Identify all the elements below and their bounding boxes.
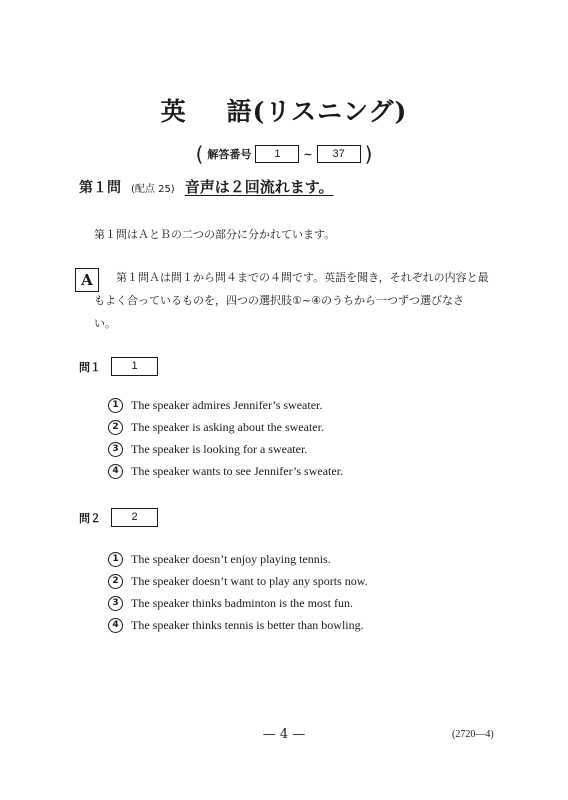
answer-range-label: 解答番号 — [207, 148, 252, 161]
choice-number: 3 — [108, 442, 123, 457]
choice-text: The speaker doesn’t want to play any sports now. — [131, 574, 368, 588]
page-number: — 4 — — [262, 727, 306, 742]
part-a-line3: い。 — [94, 317, 116, 330]
choice-text: The speaker thinks tennis is better than bowling. — [131, 618, 364, 632]
answer-range-sep: ~ — [303, 147, 313, 161]
choice-text: The speaker doesn’t enjoy playing tennis. — [131, 552, 331, 566]
q1-choice-1 — [108, 398, 322, 413]
page-title — [0, 92, 568, 128]
choice-number: 1 — [108, 398, 123, 413]
q1-choice-2 — [108, 420, 324, 435]
answer-range: ( 解答番号 1 ~ 37 ) — [195, 142, 373, 166]
q1-choice-3 — [108, 442, 307, 457]
part-a-line2: もよく合っているものを，四つの選択肢①~④のうちから一つずつ選びなさ — [94, 289, 516, 312]
choice-text: The speaker is looking for a sweater. — [131, 442, 308, 456]
q1-number: 問１ — [79, 360, 101, 374]
choice-text: The speaker admires Jennifer’s sweater. — [131, 398, 323, 412]
q2-number: 問２ — [79, 511, 101, 525]
question-intro: 第１問はＡとＢの二つの部分に分かれています。 — [94, 228, 336, 241]
question-number: 第１問 — [79, 180, 121, 196]
q2-label — [79, 508, 158, 527]
choice-number: 1 — [108, 552, 123, 567]
answer-range-from: 1 — [255, 145, 299, 163]
choice-number: 2 — [108, 420, 123, 435]
q2-choice-4 — [108, 618, 364, 633]
q2-choice-1 — [108, 552, 331, 567]
question-points: (配点 25) — [131, 184, 175, 195]
question-heading — [79, 176, 334, 197]
choice-range: ①~④ — [292, 294, 321, 307]
choice-number: 4 — [108, 618, 123, 633]
q1-answer-box: 1 — [111, 357, 158, 376]
answer-range-to: 37 — [317, 145, 361, 163]
q2-choice-3 — [108, 596, 353, 611]
title-rest: 語(リスニング) — [226, 97, 408, 126]
exam-code: (2720—4) — [452, 729, 494, 740]
part-a-mark: A — [75, 268, 99, 292]
q2-answer-box: 2 — [111, 508, 158, 527]
choice-number: 3 — [108, 596, 123, 611]
part-a-line1: 第１問Ａは問１から問４までの４問です。英語を聞き，それぞれの内容と最 — [116, 271, 489, 284]
q1-choice-4 — [108, 464, 343, 479]
choice-number: 2 — [108, 574, 123, 589]
q2-choice-2 — [108, 574, 368, 589]
q1-label — [79, 357, 158, 376]
choice-number: 4 — [108, 464, 123, 479]
audio-note: 音声は２回流れます。 — [184, 178, 334, 196]
choice-text: The speaker is asking about the sweater. — [131, 420, 324, 434]
title-main: 英 — [160, 97, 187, 126]
choice-text: The speaker thinks badminton is the most fun. — [131, 596, 353, 610]
part-a-instructions — [94, 266, 516, 335]
choice-text: The speaker wants to see Jennifer’s sweater. — [131, 464, 344, 478]
